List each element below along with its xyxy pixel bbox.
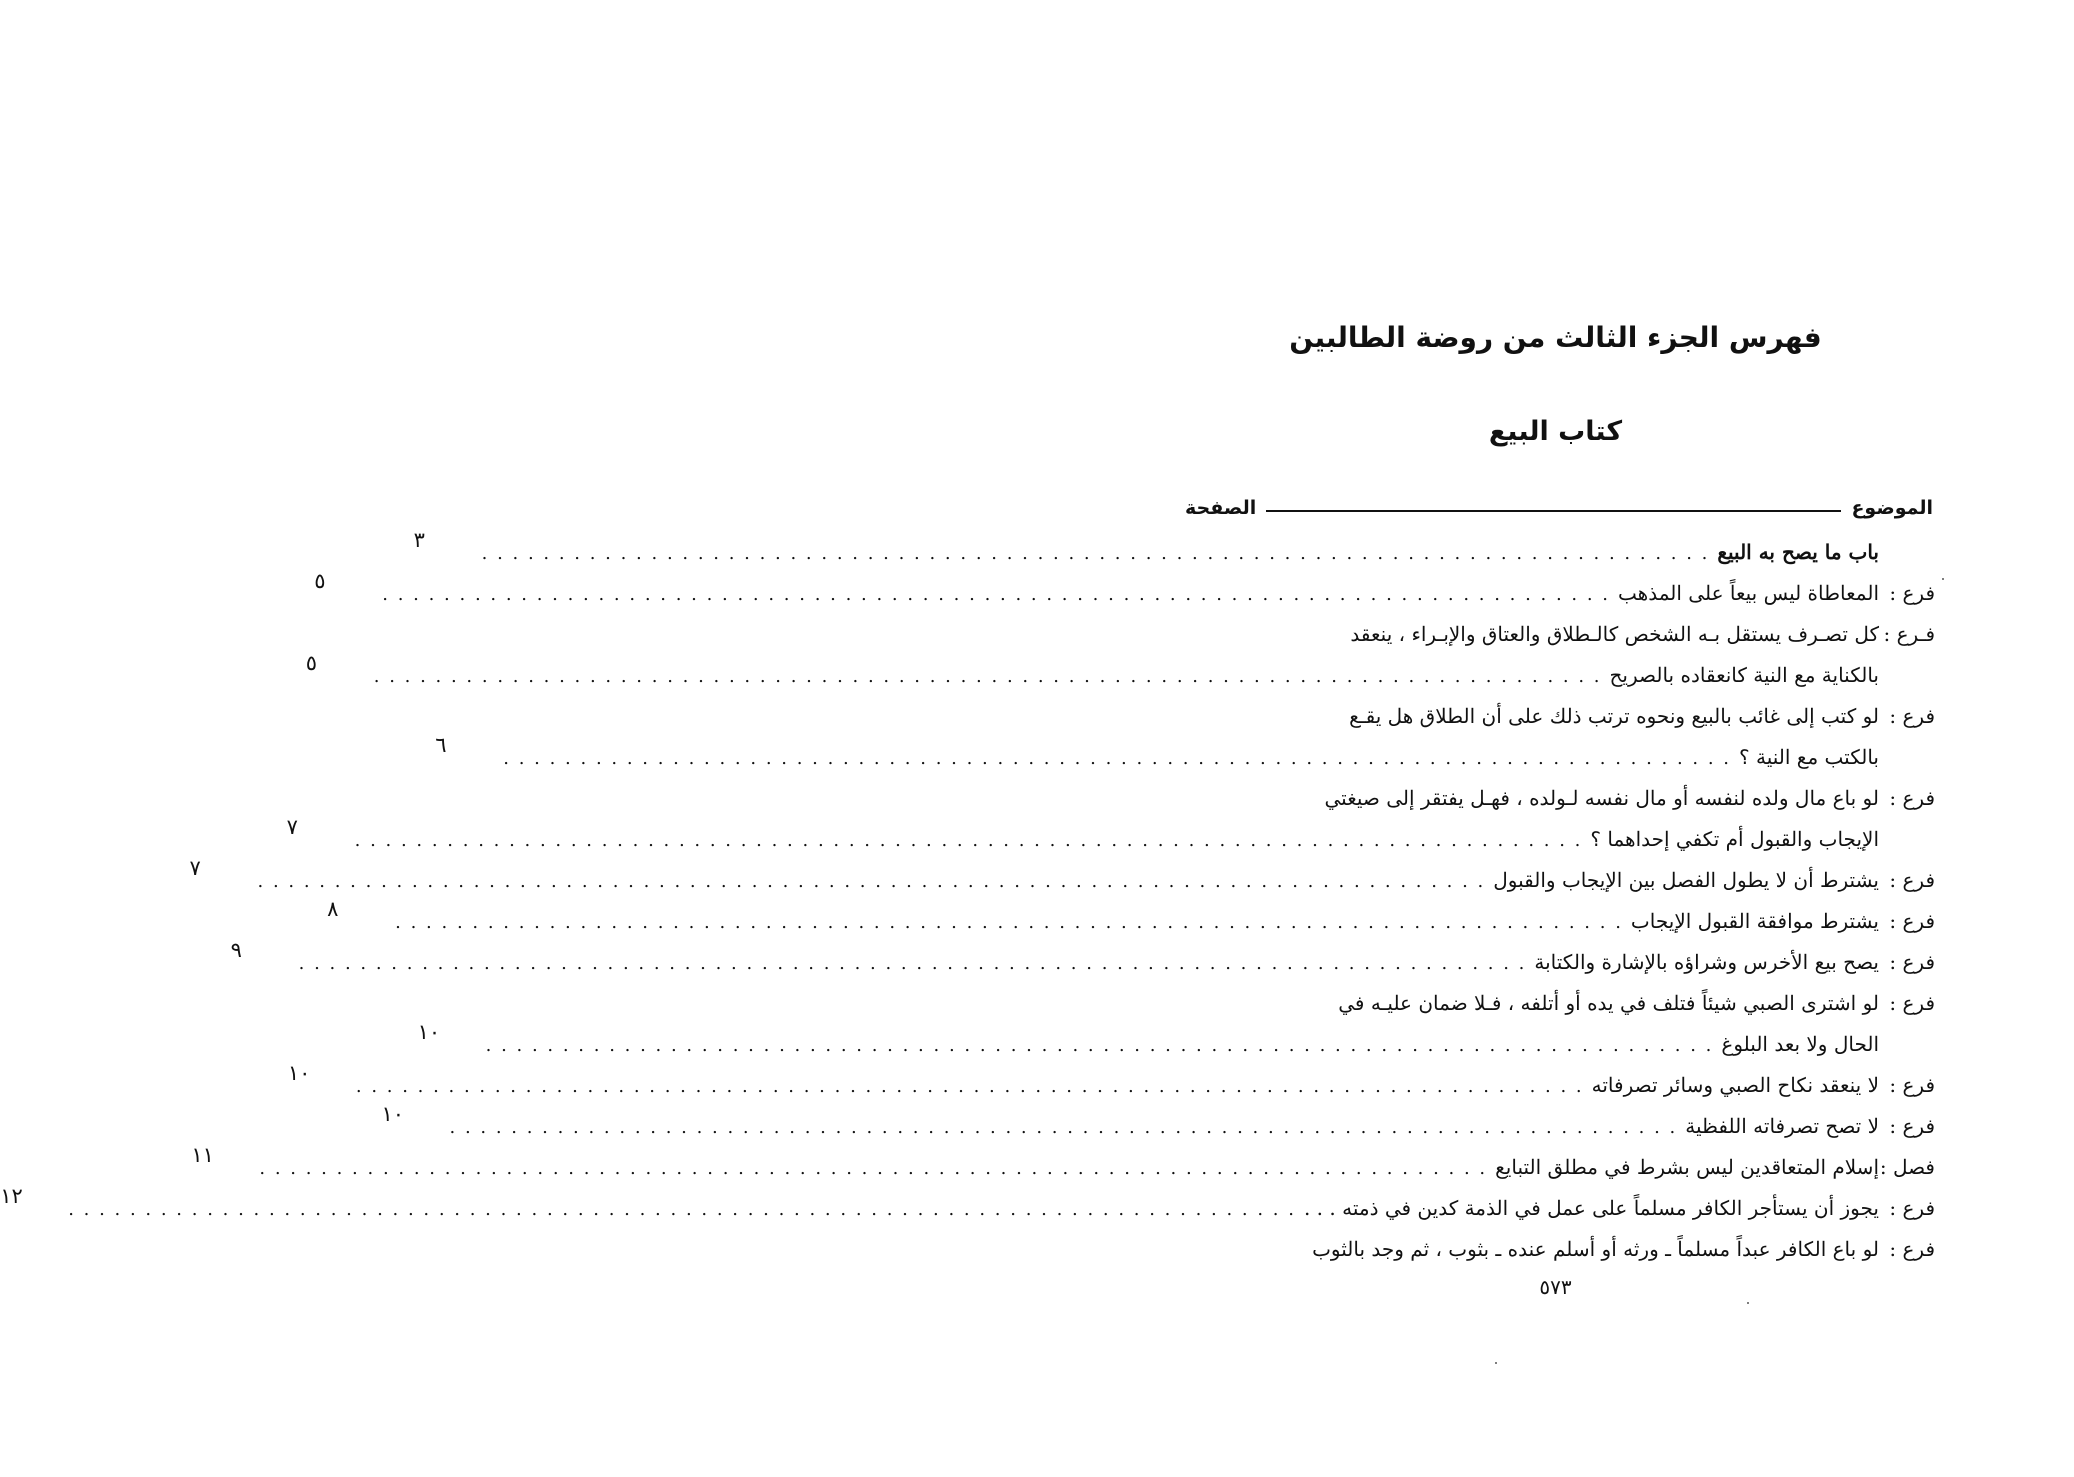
entry-page-number: ٨ — [327, 897, 339, 921]
entry-page-number: ٥ — [305, 651, 318, 675]
entry-line — [287, 1061, 1879, 1106]
entry-text: لا تصح تصرفاته اللفظية — [1685, 1114, 1879, 1138]
entry-page-number: ٣ — [413, 528, 425, 552]
entry-label: فرع : — [1889, 1073, 1935, 1097]
toc-entry — [327, 897, 1935, 942]
toc-entry — [435, 696, 1935, 778]
dot-leader: . . . . . . . . . . . . . . . . . . . . . . . . . . . . . . . . . . . . . . . . . . . . . . . . . . . . . . . . . . . . . . . . . . . . . . . . . . . . . . . . — [382, 584, 1611, 605]
dot-leader: . . . . . . . . . . . . . . . . . . . . . . . . . . . . . . . . . . . . . . . . . . . . . . . . . . . . . . . . . . . . . . . . . . . . . . . . . . . . . . . . — [68, 1199, 1296, 1220]
topic-header: الموضوع — [1851, 497, 1933, 519]
entry-label: فرع : — [1889, 786, 1935, 810]
page-header: الصفحة — [1185, 497, 1257, 519]
table-of-contents — [0, 528, 1935, 1270]
entry-label: فرع : — [1889, 1114, 1935, 1138]
entry-label: فرع : — [1889, 909, 1935, 933]
entry-text: يصح بيع الأخرس وشراؤه بالإشارة والكتابة — [1534, 950, 1879, 974]
entry-page-number: ٩ — [230, 938, 242, 962]
entry-page-number: ٦ — [435, 733, 447, 757]
entry-line — [230, 938, 1879, 983]
toc-entry — [417, 983, 1935, 1065]
scan-speck — [1495, 1362, 1497, 1364]
entry-body — [189, 856, 1879, 901]
entry-line — [1185, 614, 1879, 655]
toc-entry — [381, 1102, 1935, 1147]
entry-body — [381, 1102, 1879, 1147]
dot-leader: . . . . . . . . . . . . . . . . . . . . . . . . . . . . . . . . . . . . . . . . . . . . . . . . . . . . . . . . . . . . . . . . . . . . . . . . . . . . . . . . — [485, 1035, 1714, 1056]
toc-entry — [189, 856, 1935, 901]
entry-page-number: ١٠ — [381, 1102, 405, 1126]
toc-entry — [1185, 1229, 1935, 1270]
entry-text: لو اشترى الصبي شيئاً فتلف في يده أو أتلفه ، فـلا ضمان عليـه في — [1338, 991, 1879, 1015]
entry-body — [191, 1143, 1879, 1188]
dot-leader: . . . . . . . . . . . . . . . . . . . . . . . . . . . . . . . . . . . . . . . . . . . . . . . . . . . . . . . . . . . . . . . . . . . . . . . . . . . . . . . . — [298, 953, 1527, 974]
section-title: كتاب البيع — [1488, 416, 1623, 447]
scan-speck — [1747, 1302, 1749, 1304]
entry-body — [287, 1061, 1879, 1106]
entry-label: فرع : — [1889, 1237, 1935, 1261]
toc-entry — [413, 528, 1935, 573]
entry-text: بالكناية مع النية كانعقاده بالصريح — [1609, 663, 1879, 687]
toc-entry — [191, 1143, 1935, 1188]
entry-body — [0, 1184, 1879, 1229]
entry-text: إسلام المتعاقدين ليس بشرط في مطلق التبايع — [1495, 1155, 1879, 1179]
entry-text: الإيجاب والقبول أم تكفي إحداهما ؟ — [1590, 827, 1879, 851]
entry-line — [189, 856, 1879, 901]
entry-body — [327, 897, 1879, 942]
page-title: فهرس الجزء الثالث من روضة الطالبين — [1289, 321, 1822, 354]
entry-text: يجوز أن يستأجر الكافر مسلماً على عمل في الذمة كدين في ذمته . . . — [1303, 1196, 1879, 1220]
entry-text: كل تصـرف يستقل بـه الشخص كالـطلاق والعتاق والإبـراء ، ينعقد — [1350, 622, 1879, 646]
scan-speck — [1942, 578, 1944, 580]
entry-label: فرع : — [1889, 581, 1935, 605]
entry-label: فصل : — [1879, 1155, 1935, 1179]
entry-label: فـرع : — [1883, 622, 1935, 646]
entry-body — [314, 569, 1879, 614]
entry-text: لو باع الكافر عبداً مسلماً ـ ورثه أو أسلم عنده ـ بثوب ، ثم وجد بالثوب — [1312, 1237, 1879, 1261]
entry-line — [0, 1184, 1879, 1229]
entry-page-number: ٧ — [286, 815, 298, 839]
entry-text: لا ينعقد نكاح الصبي وسائر تصرفاته — [1591, 1073, 1879, 1097]
entry-label: فرع : — [1889, 704, 1935, 728]
entry-line — [417, 1020, 1879, 1065]
dot-leader: . . . . . . . . . . . . . . . . . . . . . . . . . . . . . . . . . . . . . . . . . . . . . . . . . . . . . . . . . . . . . . . . . . . . . . . . . . . . . . . . — [395, 912, 1623, 933]
entry-body — [413, 528, 1879, 573]
entry-body — [1185, 1229, 1879, 1270]
entry-label: فرع : — [1889, 991, 1935, 1015]
entry-page-number: ٧ — [189, 856, 201, 880]
entry-page-number: ١٠ — [287, 1061, 311, 1085]
toc-entry — [305, 614, 1935, 696]
dot-leader: . . . . . . . . . . . . . . . . . . . . . . . . . . . . . . . . . . . . . . . . . . . . . . . . . . . . . . . . . . . . . . . . . . . . . . . . . . . . . . . . — [257, 871, 1486, 892]
dot-leader: . . . . . . . . . . . . . . . . . . . . . . . . . . . . . . . . . . . . . . . . . . . . . . . . . . . . . . . . . . . . . . . . . . . . . . . . . . . . . . . . — [503, 748, 1732, 769]
toc-header — [1185, 488, 1933, 528]
entry-label: فرع : — [1889, 1196, 1935, 1220]
entry-text: الحال ولا بعد البلوغ — [1721, 1032, 1879, 1056]
toc-entry — [287, 1061, 1935, 1106]
entry-body — [435, 696, 1879, 778]
entry-line — [191, 1143, 1879, 1188]
entry-page-number: ٥ — [314, 569, 326, 593]
dot-leader: . . . . . . . . . . . . . . . . . . . . . . . . . . . . . . . . . . . . . . . . . . . . . . . . . . . . . . . . . . . . . . . . . . . . . . . . . . . . . . . . — [259, 1158, 1488, 1179]
entry-body — [286, 778, 1879, 860]
entry-body — [230, 938, 1879, 983]
entry-page-number: ١٢ — [0, 1184, 23, 1208]
entry-line — [1185, 1229, 1879, 1270]
entry-page-number: ١١ — [191, 1143, 214, 1167]
entry-text: يشترط موافقة القبول الإيجاب — [1630, 909, 1879, 933]
header-rule — [1266, 510, 1841, 512]
entry-body — [417, 983, 1879, 1065]
entry-line — [381, 1102, 1879, 1147]
entry-line — [286, 815, 1879, 860]
entry-line — [1185, 696, 1879, 737]
entry-line — [314, 569, 1879, 614]
entry-text: باب ما يصح به البيع — [1717, 540, 1879, 564]
toc-entry — [286, 778, 1935, 860]
entry-line — [1185, 983, 1879, 1024]
toc-entry — [0, 1184, 1935, 1229]
entry-text: لو كتب إلى غائب بالبيع ونحوه ترتب ذلك على أن الطلاق هل يقـع — [1349, 704, 1879, 728]
entry-line — [305, 651, 1879, 696]
entry-text: لو باع مال ولده لنفسه أو مال نفسه لـولده ، فهـل يفتقر إلى صيغتي — [1324, 786, 1879, 810]
entry-text: يشترط أن لا يطول الفصل بين الإيجاب والقبول — [1493, 868, 1879, 892]
dot-leader: . . . . . . . . . . . . . . . . . . . . . . . . . . . . . . . . . . . . . . . . . . . . . . . . . . . . . . . . . . . . . . . . . . . . . . . . . . . . . . . . — [354, 830, 1583, 851]
toc-entry — [230, 938, 1935, 983]
dot-leader: . . . . . . . . . . . . . . . . . . . . . . . . . . . . . . . . . . . . . . . . . . . . . . . . . . . . . . . . . . . . . . . . . . . . . . . . . . . . . . . . — [481, 543, 1710, 564]
entry-line — [413, 528, 1879, 573]
entry-body — [305, 614, 1879, 696]
entry-line — [435, 733, 1879, 778]
entry-line — [1185, 778, 1879, 819]
entry-text: بالكتب مع النية ؟ — [1739, 745, 1879, 769]
dot-leader: . . . . . . . . . . . . . . . . . . . . . . . . . . . . . . . . . . . . . . . . . . . . . . . . . . . . . . . . . . . . . . . . . . . . . . . . . . . . . . . . — [355, 1076, 1584, 1097]
toc-entry — [314, 569, 1935, 614]
entry-line — [327, 897, 1879, 942]
entry-label: فرع : — [1889, 950, 1935, 974]
entry-text: المعاطاة ليس بيعاً على المذهب — [1618, 581, 1879, 605]
page-number: ٥٧٣ — [1539, 1275, 1572, 1299]
dot-leader: . . . . . . . . . . . . . . . . . . . . . . . . . . . . . . . . . . . . . . . . . . . . . . . . . . . . . . . . . . . . . . . . . . . . . . . . . . . . . . . . — [449, 1117, 1678, 1138]
entry-page-number: ١٠ — [417, 1020, 441, 1044]
dot-leader: . . . . . . . . . . . . . . . . . . . . . . . . . . . . . . . . . . . . . . . . . . . . . . . . . . . . . . . . . . . . . . . . . . . . . . . . . . . . . . . . — [373, 666, 1602, 687]
entry-label: فرع : — [1889, 868, 1935, 892]
